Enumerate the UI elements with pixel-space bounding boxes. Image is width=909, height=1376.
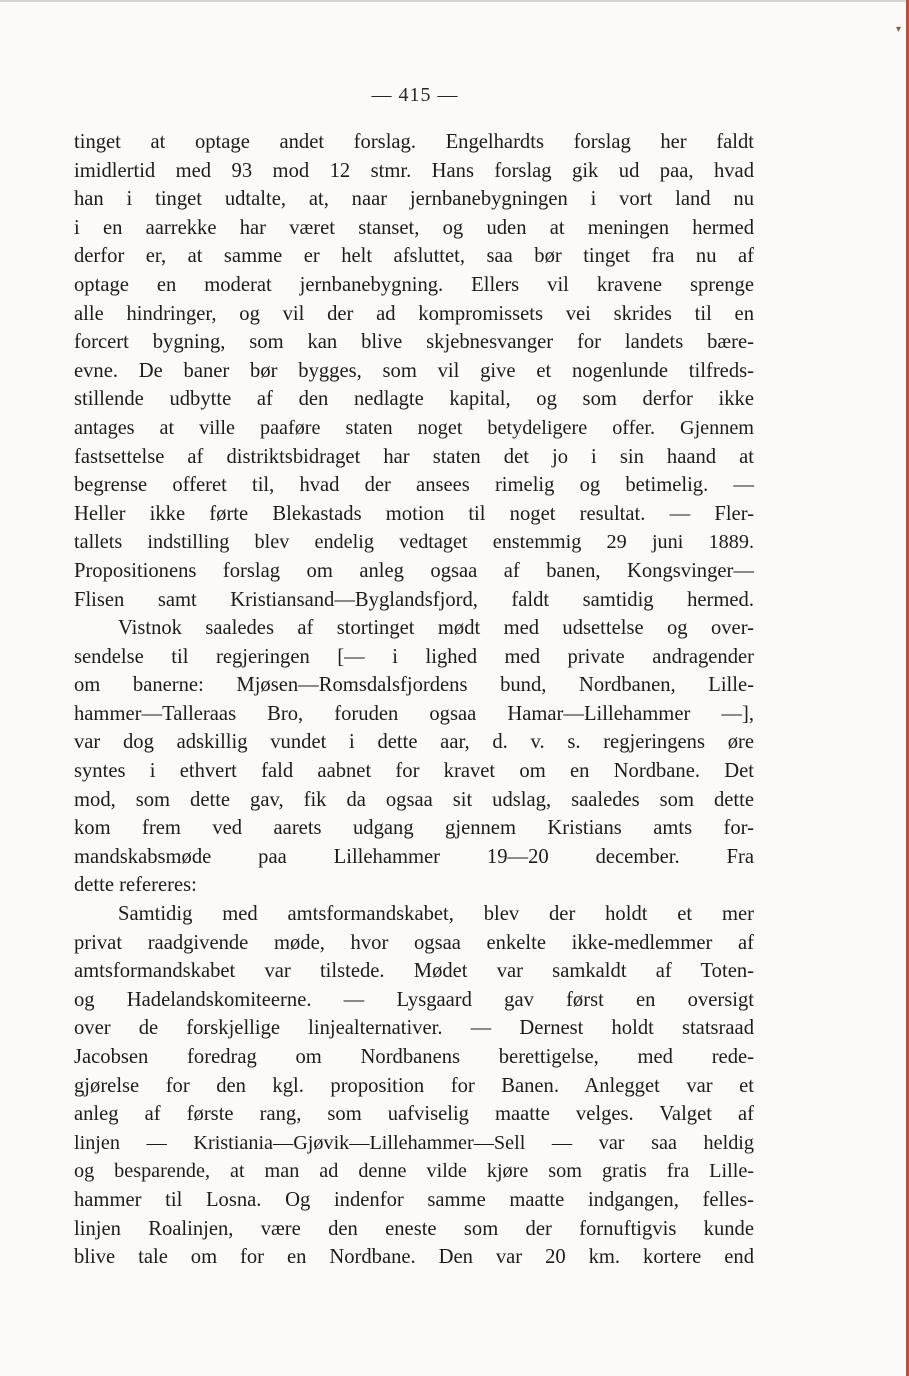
text-line: tallets indstilling blev endelig vedtaget enstemmig 29 juni 1889. bbox=[74, 531, 754, 554]
text-line: Propositionens forslag om anleg ogsaa af banen, Kongsvinger— bbox=[74, 559, 754, 582]
page-number: — 415 — bbox=[371, 84, 459, 106]
text-line: over de forskjellige linjealternativer. — Dernest holdt statsraad bbox=[74, 1017, 754, 1040]
text-line: i en aarrekke har været stanset, og uden at meningen hermed bbox=[74, 216, 754, 239]
text-line: dette refereres: bbox=[74, 874, 197, 897]
text-line: imidlertid med 93 mod 12 stmr. Hans forslag gik ud paa, hvad bbox=[74, 159, 754, 182]
text-line: kom frem ved aarets udgang gjennem Kristians amts for- bbox=[74, 817, 754, 840]
text-line: anleg af første rang, som uafviselig maatte velges. Valget af bbox=[74, 1103, 754, 1126]
text-line: optage en moderat jernbanebygning. Ellers vil kravene sprenge bbox=[74, 273, 754, 296]
text-line: linjen Roalinjen, være den eneste som der fornuftigvis kunde bbox=[74, 1217, 754, 1240]
text-line: begrense offeret til, hvad der ansees rimelig og betimelig. — bbox=[74, 474, 754, 497]
text-line: blive tale om for en Nordbane. Den var 20 km. kortere end bbox=[74, 1246, 754, 1269]
page-top-edge bbox=[0, 0, 909, 2]
text-line: alle hindringer, og vil der ad kompromissets vei skrides til en bbox=[74, 302, 754, 325]
text-line: mandskabsmøde paa Lillehammer 19—20 december. Fra bbox=[74, 845, 754, 868]
text-line: og Hadelandskomiteerne. — Lysgaard gav først en oversigt bbox=[74, 988, 754, 1011]
text-line: sendelse til regjeringen [— i lighed med private andragender bbox=[74, 645, 754, 668]
text-line: stillende udbytte af den nedlagte kapital, og som derfor ikke bbox=[74, 388, 754, 411]
text-line: mod, som dette gav, fik da ogsaa sit udslag, saaledes som dette bbox=[74, 788, 754, 811]
paragraph-start-line: Samtidig med amtsformandskabet, blev der holdt et mer bbox=[118, 903, 754, 926]
text-line: Jacobsen foredrag om Nordbanens berettigelse, med rede- bbox=[74, 1046, 754, 1068]
text-line: hammer—Talleraas Bro, foruden ogsaa Hamar—Lillehammer —], bbox=[74, 702, 754, 725]
text-line: gjørelse for den kgl. proposition for Banen. Anlegget var et bbox=[74, 1074, 754, 1097]
paragraph-start-line: Vistnok saaledes af stortinget mødt med udsettelse og over- bbox=[118, 617, 754, 640]
text-line: og besparende, at man ad denne vilde kjøre som gratis fra Lille- bbox=[74, 1160, 754, 1183]
text-line: antages at ville paaføre staten noget betydeligere offer. Gjennem bbox=[74, 416, 754, 439]
text-line: Flisen samt Kristiansand—Byglandsfjord, faldt samtidig hermed. bbox=[74, 588, 754, 611]
text-line: tinget at optage andet forslag. Engelhardts forslag her faldt bbox=[74, 131, 754, 153]
text-line: privat raadgivende møde, hvor ogsaa enkelte ikke-medlemmer af bbox=[74, 931, 754, 954]
text-line: om banerne: Mjøsen—Romsdalsfjordens bund, Nordbanen, Lille- bbox=[74, 674, 754, 697]
text-line: forcert bygning, som kan blive skjebnesvanger for landets bære- bbox=[74, 331, 754, 354]
body-text bbox=[74, 128, 754, 1272]
text-line: han i tinget udtalte, at, naar jernbanebygningen i vort land nu bbox=[74, 188, 754, 211]
text-line: derfor er, at samme er helt afsluttet, saa bør tinget fra nu af bbox=[74, 245, 754, 268]
text-line: linjen — Kristiania—Gjøvik—Lillehammer—Sell — var saa heldig bbox=[74, 1131, 754, 1154]
text-line: fastsettelse af distriktsbidraget har staten det jo i sin haand at bbox=[74, 445, 754, 468]
text-line: hammer til Losna. Og indenfor samme maatte indgangen, felles- bbox=[74, 1188, 754, 1211]
text-line: evne. De baner bør bygges, som vil give et nogenlunde tilfreds- bbox=[74, 359, 754, 382]
text-line: amtsformandskabet var tilstede. Mødet var samkaldt af Toten- bbox=[74, 960, 754, 983]
text-line: var dog adskillig vundet i dette aar, d. v. s. regjeringens øre bbox=[74, 731, 754, 754]
text-line: syntes i ethvert fald aabnet for kravet om en Nordbane. Det bbox=[74, 760, 754, 783]
text-line: Heller ikke førte Blekastads motion til noget resultat. — Fler- bbox=[74, 502, 754, 525]
ink-speck: ▾ bbox=[896, 24, 902, 35]
